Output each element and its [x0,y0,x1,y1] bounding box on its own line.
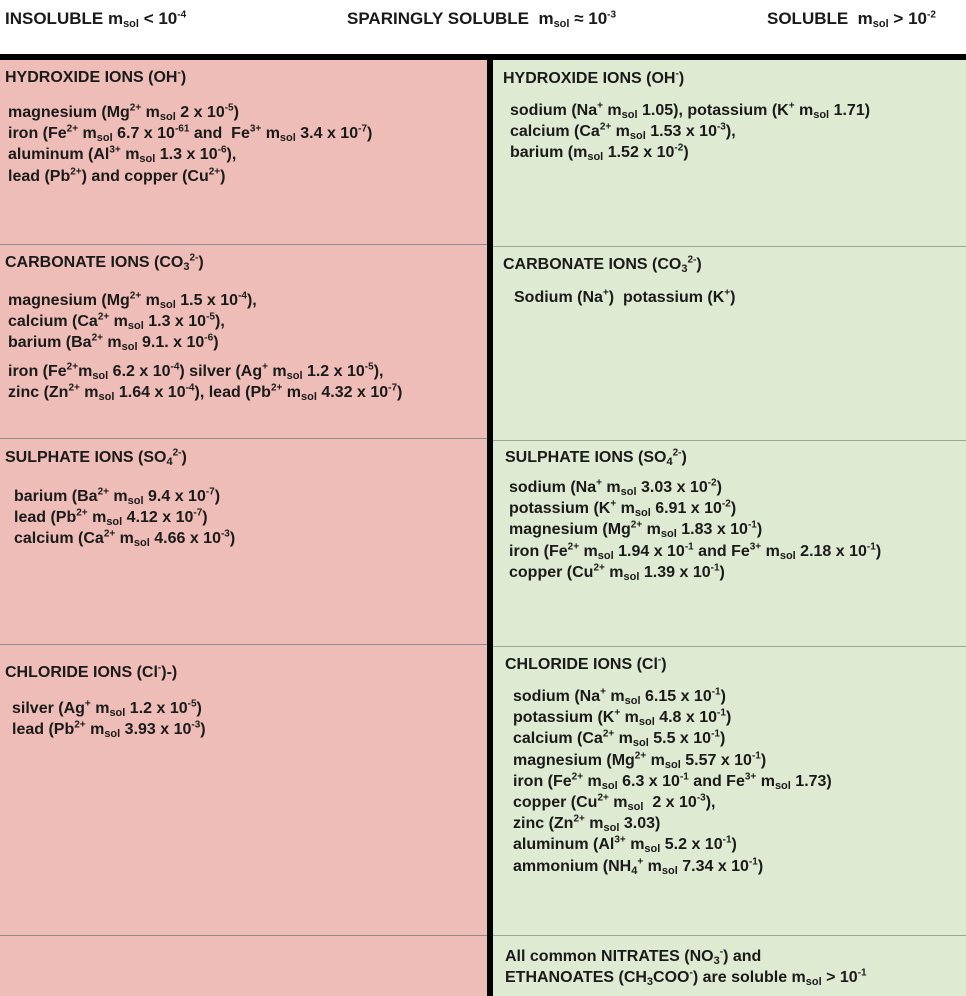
insoluble-chloride-cell [0,645,487,936]
solubility-line: iron ($Fe^{2+}m_{sol}$ 6.2 x $10^{-4}$) silver (Ag+ $m_{sol}$ 1.2 x $10^{-5}$), [8,361,384,382]
nitrates-note [505,946,867,988]
cell-title: CHLORIDE IONS (Cl-) [505,654,667,673]
soluble-heading: SOLUBLE $m_{sol} > 10^{-2}$ [767,9,936,30]
solubility-line: calcium ($Ca^{2+}$ $m_{sol}$ 1.3 x $10^{-5}$), [8,311,225,333]
insoluble-carbonate-cell [0,245,487,439]
solubility-line: calcium ($Ca^{2+}$ $m_{sol}$ 4.66 x $10^{-3}$) [14,529,236,550]
soluble-hydroxide-cell [493,60,966,247]
solubility-line: sodium (Na+ $m_{sol}$ 6.15 x $10^{-1}$) [513,686,726,707]
solubility-line: potassium (K+ $m_{sol}$ 4.8 x $10^{-1}$) [513,707,732,729]
soluble-nitrates-cell [493,936,966,996]
solubility-line: iron ($Fe^{2+}$ $m_{sol}$ 6.3 x $10^{-1}$ and $Fe^{3+}$ $m_{sol}$ 1.73) [513,771,832,792]
insoluble-hydroxide-cell [0,60,487,245]
solubility-line: calcium ($Ca^{2+}$ $m_{sol}$ 1.53 x $10^{-3}$), [510,121,736,143]
solubility-line: barium ($Ba^{2+}$ $m_{sol}$ 9.4 x $10^{-7}$) [14,486,221,507]
cell-lines [8,290,257,354]
solubility-line: lead $(Pb^{2+})$ and copper $(Cu^{2+})$ [8,166,226,185]
solubility-line: potassium (K+ $m_{sol}$ 6.91 x $10^{-2}$) [509,498,737,520]
solubility-line: sodium (Na+ $m_{sol}$ 3.03 x $10^{-2}$) [509,477,722,498]
solubility-line: copper ($Cu^{2+}$ $m_{sol}$ 1.39 x $10^{-1}$) [509,562,725,583]
solubility-line: copper ($Cu^{2+}$ $m_{sol}$ 2 x $10^{-3}$), [513,792,716,814]
solubility-line: zinc ($Zn^{2+}$ $m_{sol}$ 1.64 x $10^{-4}$), lead ($Pb^{2+}$ $m_{sol}$ 4.32 x $10^{-7}$) [8,382,403,404]
solubility-line: magnesium ($Mg^{2+}$ $m_{sol}$ 2 x $10^{-5}$) [8,102,239,123]
insoluble-column [0,60,487,996]
solubility-line: barium ($Ba^{2+}$ $m_{sol}$ 9.1. x $10^{-6}$) [8,333,219,354]
cell-lines [12,698,206,740]
cell-title: SULPHATE IONS $(SO_4^{2-})$ [505,447,687,468]
insoluble-heading: INSOLUBLE $m_{sol} < 10^{-4}$ [5,9,187,30]
cell-title: HYDROXIDE IONS (OH-) [5,67,187,86]
solubility-line: lead ($Pb^{2+}$ $m_{sol}$ 3.93 x $10^{-3}$) [12,719,206,741]
solubility-line: Sodium (Na+) potassium (K+) [514,287,736,306]
cell-lines [8,102,372,187]
cell-lines [8,361,402,403]
header-row [0,0,966,54]
solubility-line: aluminum ($Al^{3+}$ $m_{sol}$ 1.3 x $10^{-6}$), [8,145,237,166]
cell-lines [510,100,870,164]
solubility-line: iron ($Fe^{2+}$ $m_{sol}$ 6.7 x $10^{-61}$ and $Fe^{3+}$ $m_{sol}$ 3.4 x $10^{-7}$) [8,123,373,145]
solubility-line: silver (Ag+ $m_{sol}$ 1.2 x $10^{-5}$) [12,698,202,719]
solubility-line: calcium ($Ca^{2+}$ $m_{sol}$ 5.5 x $10^{-1}$) [513,729,726,750]
soluble-column [493,60,966,996]
solubility-line: lead ($Pb^{2+}$ $m_{sol}$ 4.12 x $10^{-7}$) [14,507,208,529]
solubility-line: magnesium ($Mg^{2+}$ $m_{sol}$ 1.5 x $10^{-4}$), [8,290,257,311]
cell-lines [513,686,832,877]
solubility-line: barium ($m_{sol}$ 1.52 x $10^{-2}$) [510,143,689,164]
solubility-line: ETHANOATES $(CH_3COO^-)$ are soluble $m_{sol} > 10^{-1}$ [505,967,867,989]
soluble-chloride-cell [493,647,966,936]
solubility-line: iron ($Fe^{2+}$ $m_{sol}$ 1.94 x $10^{-1}$ and $Fe^{3+}$ $m_{sol}$ 2.18 x $10^{-1}$) [509,541,882,562]
sparingly-soluble-heading: SPARINGLY SOLUBLE $m_{sol} \approx 10^{-3}$ [347,9,617,30]
solubility-line: All common NITRATES $(NO_3^-)$ and [505,946,762,967]
insoluble-empty-cell [0,936,487,996]
solubility-line: ammonium ($NH_4^+$ $m_{sol}$ 7.34 x $10^{-1}$) [513,856,764,877]
cell-lines [509,477,881,583]
cell-title: CHLORIDE IONS (Cl-)-) [5,662,178,681]
cell-title: CARBONATE IONS $(CO_3^{2-})$ [5,252,204,273]
cell-title: HYDROXIDE IONS (OH-) [503,68,685,87]
cell-title: SULPHATE IONS $(SO_4^{2-})$ [5,447,187,468]
solubility-line: magnesium ($Mg^{2+}$ $m_{sol}$ 5.57 x $10^{-1}$) [513,750,767,771]
cell-lines [514,287,735,308]
solubility-line: magnesium ($Mg^{2+}$ $m_{sol}$ 1.83 x $10^{-1}$) [509,520,763,541]
insoluble-sulphate-cell [0,439,487,645]
soluble-sulphate-cell [493,441,966,647]
cell-title: CARBONATE IONS $(CO_3^{2-})$ [503,254,702,275]
cell-lines [14,486,235,550]
solubility-line: aluminum ($Al^{3+}$ $m_{sol}$ 5.2 x $10^{-1}$) [513,835,737,856]
soluble-carbonate-cell [493,247,966,441]
solubility-line: zinc ($Zn^{2+}$ $m_{sol}$ 3.03) [513,813,661,835]
solubility-line: sodium (Na+ $m_{sol}$ 1.05), potassium (K+ $m_{sol}$ 1.71) [510,100,871,121]
